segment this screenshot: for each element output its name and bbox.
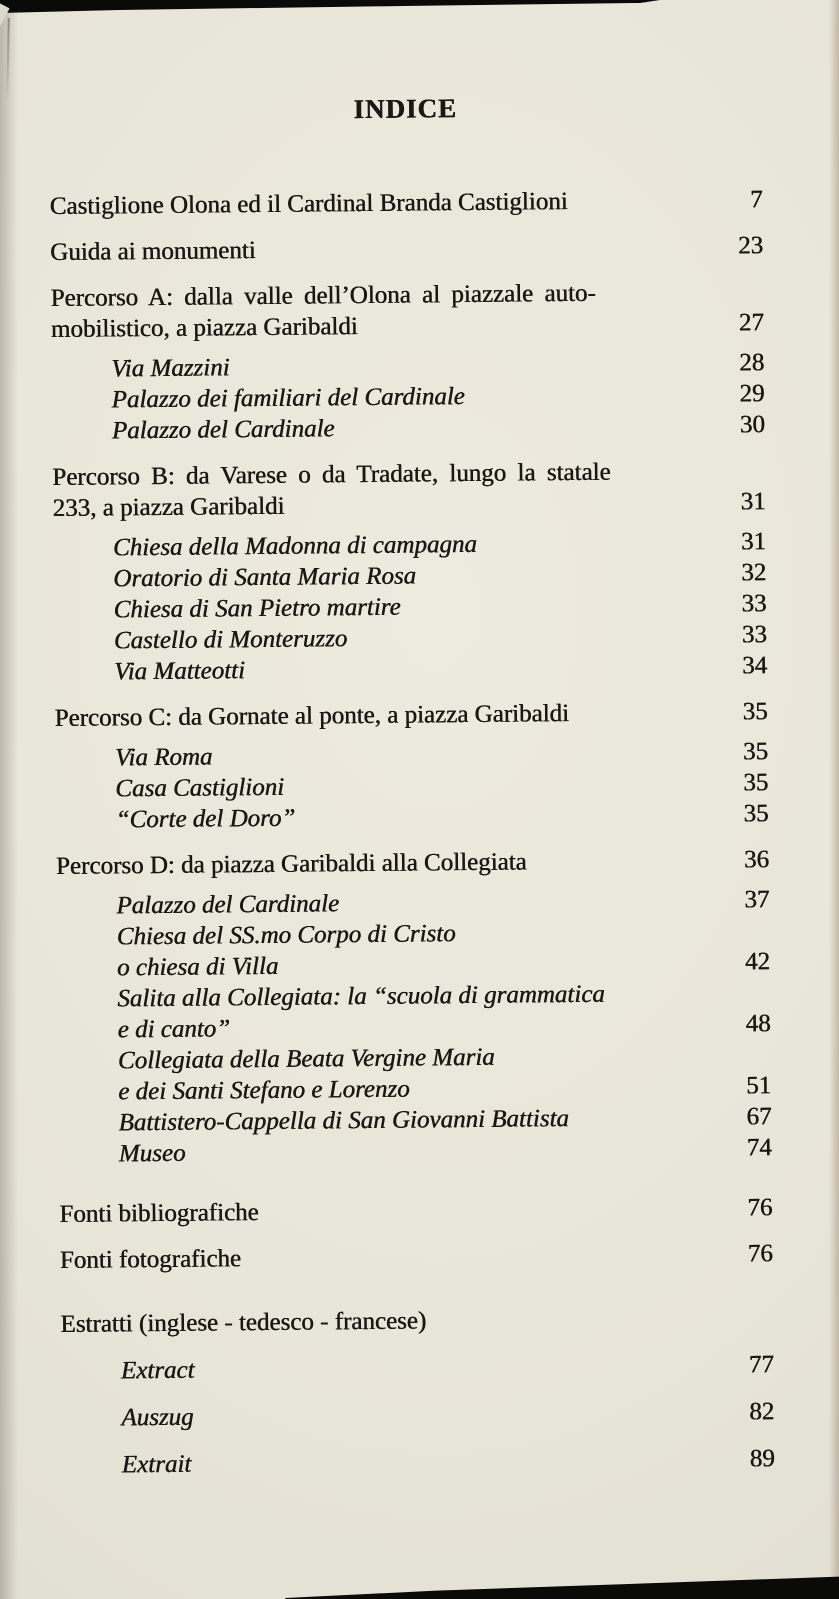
toc-entry-title (56, 845, 711, 882)
toc-entry-page: 37 (744, 886, 770, 914)
toc-entry (50, 184, 763, 222)
toc-entry-page: 36 (744, 846, 770, 874)
toc-entry-page: 31 (740, 528, 767, 556)
toc-entry-line: Palazzo dei familiari del Cardinale (111, 383, 466, 414)
toc-entry-page: 32 (741, 559, 767, 587)
toc-entry (56, 844, 769, 882)
toc-entry-line: o chiesa di Villa (117, 952, 279, 982)
toc-entry-title (52, 456, 708, 524)
toc-entry-line: Chiesa di San Pietro martire (113, 593, 401, 624)
toc-entry (60, 1238, 773, 1276)
toc-entry-line: “Corte del Doro” (115, 804, 296, 834)
toc-entry-line: Casa Castiglioni (115, 773, 285, 803)
toc-entry-title (61, 1350, 716, 1387)
toc-subentry (58, 1039, 772, 1108)
toc-entry-title (60, 1239, 715, 1276)
toc-entry-page: 35 (743, 800, 769, 828)
toc-entry-title (62, 1444, 717, 1481)
toc-entry-line: Percorso C: da Gornate al ponte, a piazza Garibaldi (54, 700, 570, 733)
toc-entry-page: 30 (739, 411, 766, 439)
toc-entry-title (51, 277, 707, 345)
toc-entry-page: 28 (739, 349, 765, 377)
toc-entry-title (52, 410, 707, 447)
toc-entry-line: Salita alla Collegiata: la “scuola di grammatica (117, 980, 606, 1013)
toc-entry-line: Percorso A: dalla valle dell’Olona al piazzale auto- (50, 279, 597, 313)
toc-subentry (52, 409, 765, 447)
toc-entry-page: 33 (741, 590, 767, 618)
toc-entry-page: 31 (740, 488, 766, 516)
toc-entry-page: 82 (749, 1398, 775, 1426)
toc-entry-page: 42 (745, 948, 771, 976)
toc-entry (60, 1302, 773, 1340)
page-content (48, 0, 775, 1481)
toc-entry-title (57, 978, 713, 1046)
toc-entry-line: Via Mazzini (111, 354, 230, 383)
toc-entry-title (56, 799, 711, 836)
toc-entry-title (54, 651, 709, 688)
toc-entry-line: Castiglione Olona ed il Cardinal Branda Castiglioni (49, 188, 568, 221)
toc-entry-page: 35 (743, 738, 769, 766)
toc-entry-line: Percorso D: da piazza Garibaldi alla Collegiata (56, 848, 527, 880)
toc-entry-page: 67 (746, 1103, 772, 1131)
page-edge-shadow-left (0, 0, 18, 1599)
toc-entry-title (58, 1040, 714, 1108)
toc-entry-page: 74 (746, 1134, 773, 1162)
toc-entry-line: Chiesa della Madonna di campagna (113, 530, 478, 562)
toc-entry-line: Collegiata della Beata Vergine Maria (117, 1043, 495, 1075)
toc-entry-line: Castello di Monteruzzo (113, 625, 348, 655)
toc-entry-line: Museo (118, 1139, 186, 1168)
page-title: INDICE (353, 93, 458, 125)
toc-entry (50, 230, 763, 268)
toc-entry-line: mobilistico, a piazza Garibaldi (50, 313, 359, 344)
toc-entry-title (55, 697, 710, 734)
toc-entry-line: Palazzo del Cardinale (111, 415, 335, 445)
toc-list (50, 184, 775, 1481)
toc-entry-page: 89 (749, 1445, 776, 1473)
toc-entry-title (61, 1397, 716, 1434)
toc-entry-page: 48 (745, 1010, 771, 1038)
toc-entry (59, 1192, 772, 1230)
toc-entry-page: 34 (742, 652, 768, 680)
toc-entry-page: 35 (742, 698, 768, 726)
toc-subentry (61, 1349, 774, 1387)
toc-entry-line: Via Matteotti (114, 657, 246, 686)
toc-entry-page: 27 (738, 309, 765, 337)
toc-entry-line: e di canto” (117, 1015, 231, 1044)
toc-entry-page: 76 (747, 1240, 774, 1268)
toc-entry-page: 51 (746, 1072, 772, 1100)
toc-entry-line: Extrait (121, 1450, 192, 1479)
toc-entry-title (60, 1303, 715, 1340)
toc-entry-line: e dei Santi Stefano e Lorenzo (118, 1075, 410, 1106)
toc-entry (52, 455, 766, 524)
toc-entry-page: 23 (738, 232, 764, 260)
toc-entry-page (716, 1333, 774, 1334)
toc-entry-line: Guida ai monumenti (50, 237, 256, 267)
toc-entry-line: Fonti fotografiche (59, 1245, 242, 1274)
toc-entry-line: Fonti bibliografiche (59, 1199, 259, 1228)
toc-entry (51, 276, 765, 345)
page-edge-shadow-right (829, 0, 839, 1599)
toc-entry-page: 33 (741, 621, 768, 649)
toc-entry-title (57, 916, 713, 984)
toc-entry-line: Extract (120, 1356, 195, 1385)
toc-entry-line: Estratti (inglese - tedesco - francese) (60, 1307, 427, 1338)
toc-entry-line: Via Roma (115, 743, 213, 772)
toc-entry (55, 696, 768, 734)
toc-entry-line: 233, a piazza Garibaldi (52, 492, 285, 523)
toc-subentry (57, 915, 771, 984)
toc-subentry (54, 650, 767, 688)
toc-entry-line: Oratorio di Santa Maria Rosa (113, 562, 417, 593)
toc-entry-title (50, 185, 705, 222)
toc-entry-page: 7 (750, 186, 763, 214)
toc-entry-title (50, 231, 705, 268)
toc-subentry (59, 1132, 772, 1170)
toc-entry-title (59, 1193, 714, 1230)
toc-entry-page: 35 (743, 769, 769, 797)
toc-entry-line: Auszug (121, 1403, 194, 1432)
toc-entry-line: Palazzo del Cardinale (116, 890, 340, 920)
toc-entry-line: Percorso B: da Varese o da Tradate, lungo la statale (52, 458, 611, 492)
toc-entry-page: 29 (739, 380, 765, 408)
toc-subentry (61, 1396, 774, 1434)
toc-subentry (56, 798, 769, 836)
toc-entry-line: Battistero-Cappella di San Giovanni Battista (118, 1105, 570, 1137)
toc-subentry (57, 977, 771, 1046)
toc-entry-title (59, 1133, 714, 1170)
toc-entry-line: Chiesa del SS.mo Corpo di Cristo (116, 920, 456, 951)
toc-entry-page: 77 (748, 1351, 775, 1379)
toc-entry-page: 76 (747, 1194, 773, 1222)
